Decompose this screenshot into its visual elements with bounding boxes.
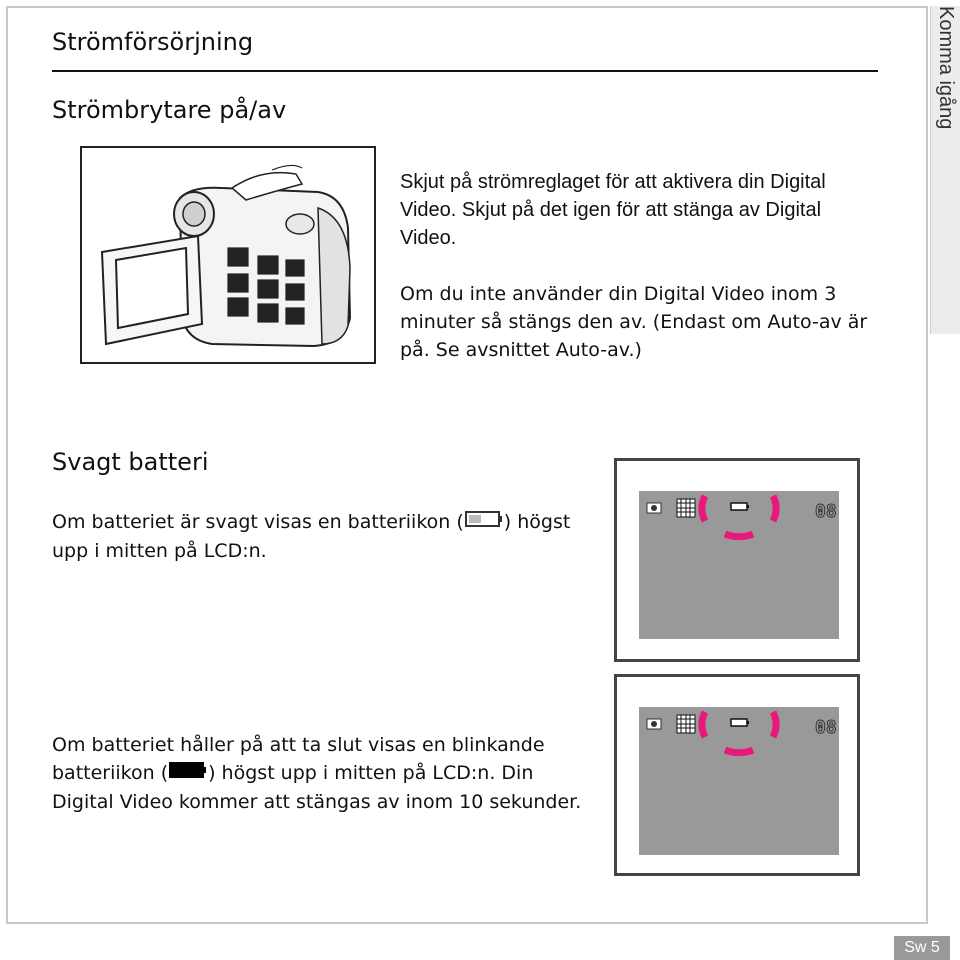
low-battery-icon [464,509,504,537]
power-switch-instruction: Skjut på strömreglaget för att aktivera din Digital Video. Skjut på det igen för att stänga av Digital Video. [400,171,826,249]
side-tab-label: Komma igång [935,6,957,130]
power-switch-heading: Strömbrytare på/av [52,96,287,124]
shot-counter: 08 [815,501,837,522]
lcd-screen [639,491,839,639]
battery-icon [731,503,749,510]
low-battery-text-end: ) högst upp i mitten på LCD:n. [52,511,571,562]
lcd-overlay [639,707,839,855]
camera-icon [647,503,661,513]
camera-drawing [82,148,374,362]
low-battery-text-start: Om batteriet är svagt visas en batteriikon ( [52,511,464,533]
lcd-overlay [639,491,839,639]
battery-icon [731,719,749,726]
dead-battery-text-end: ) högst upp i mitten på LCD:n. Din Digital Video kommer att stängas av inom 10 sekunder. [52,762,582,813]
page-number: Sw 5 [894,936,950,960]
side-tab [930,6,960,334]
highlight-ring [702,707,776,753]
lcd-screen [639,707,839,855]
grid-icon [677,499,695,517]
low-battery-text [52,508,597,565]
title-rule [52,70,878,72]
lcd-dead-battery [614,674,860,876]
camera-icon [647,719,661,729]
grid-icon [677,715,695,733]
low-battery-heading: Svagt batteri [52,448,209,476]
section-title: Strömförsörjning [52,28,254,56]
dead-battery-text [52,731,597,816]
highlight-ring [702,491,776,537]
auto-off-note: Om du inte använder din Digital Video inom 3 minuter så stängs den av. (Endast om Auto-av är på. Se avsnittet Auto-av.) [400,283,868,361]
dead-battery-icon [168,760,208,788]
dead-battery-text-start: Om batteriet håller på att ta slut visas en blinkande batteriikon ( [52,734,545,784]
camera-illustration [80,146,376,364]
lcd-low-battery [614,458,860,662]
shot-counter: 08 [815,717,837,738]
